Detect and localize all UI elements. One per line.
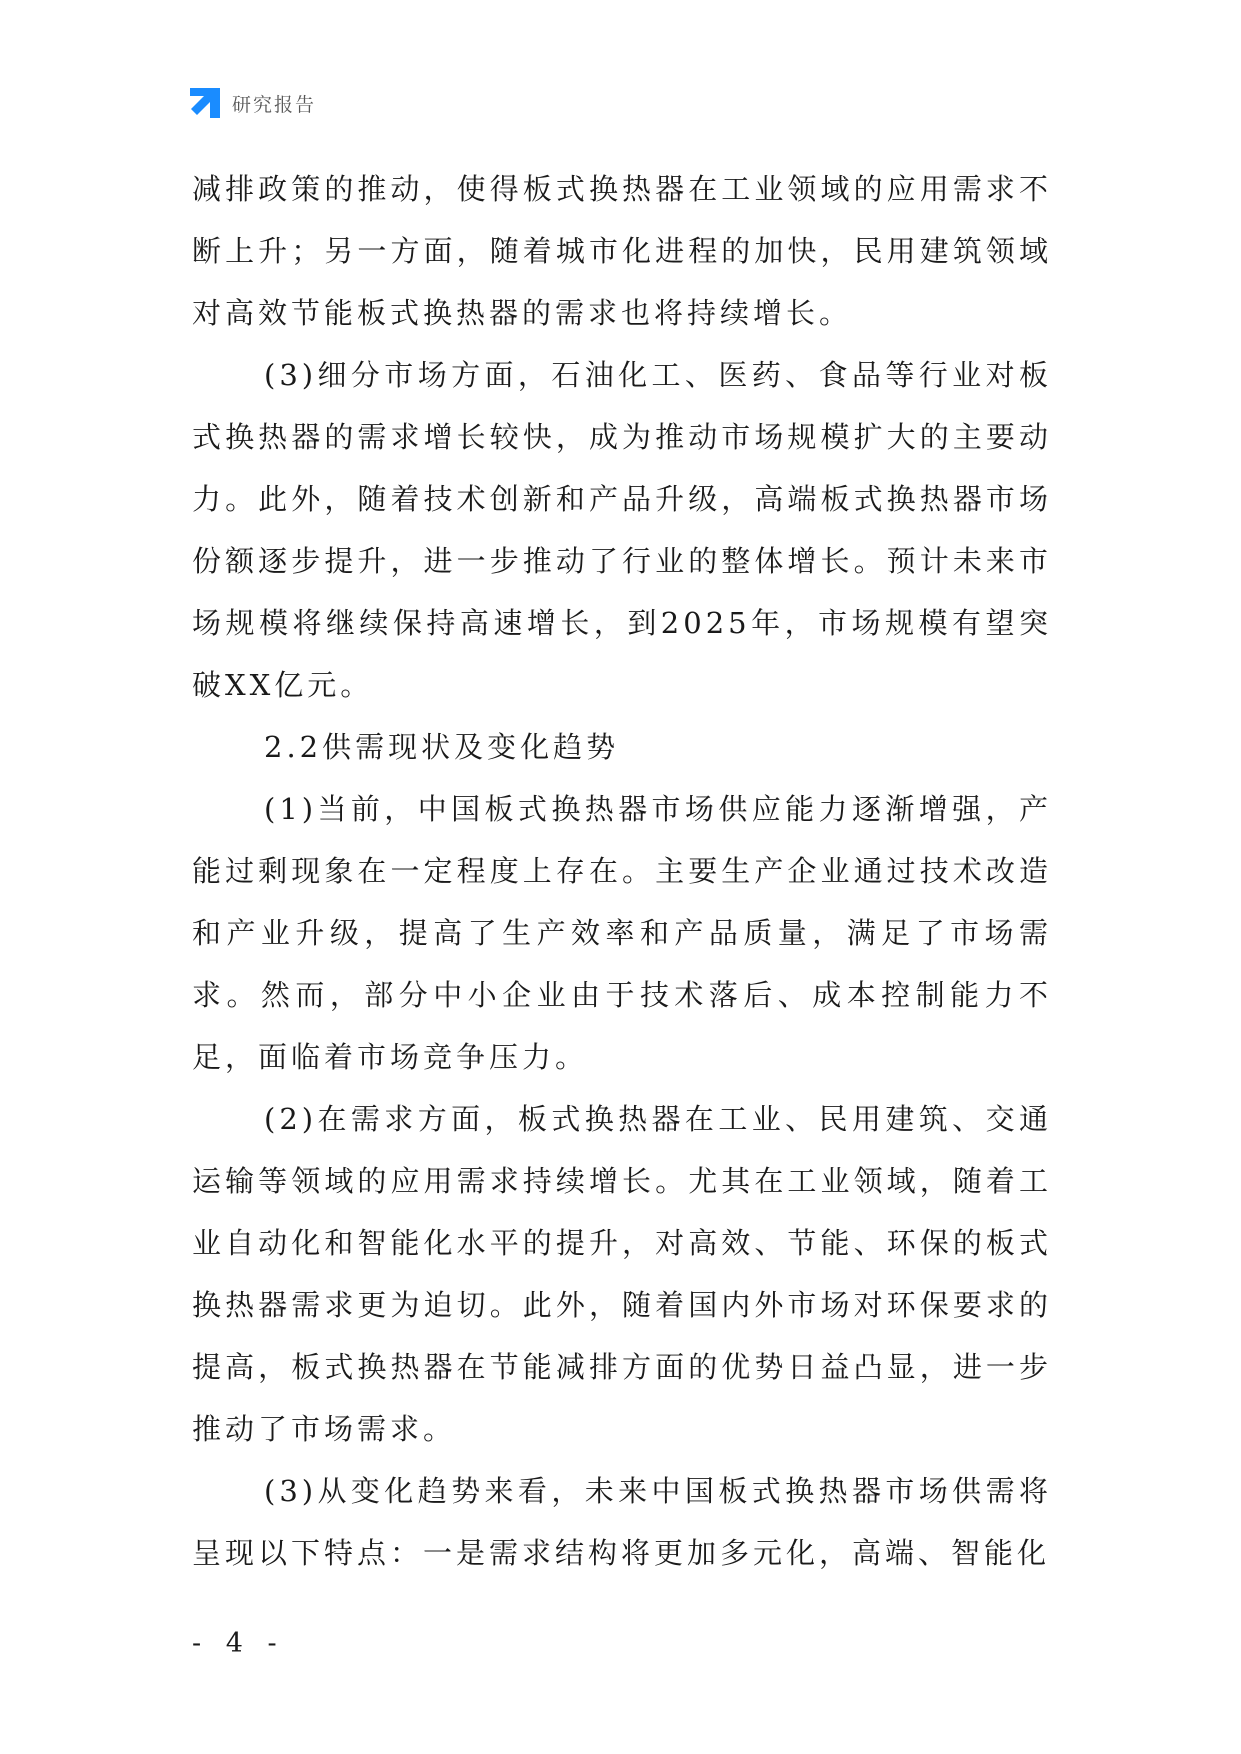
arrow-logo-icon [190,88,220,118]
document-body [192,158,1052,1584]
paragraph-trends: (3)从变化趋势来看，未来中国板式换热器市场供需将呈现以下特点：一是需求结构将更加多元化，高端、智能化 [192,1474,1052,1570]
paragraph-continued: 减排政策的推动，使得板式换热器在工业领域的应用需求不断上升；另一方面，随着城市化进程的加快，民用建筑领域对高效节能板式换热器的需求也将持续增长。 [192,172,1052,330]
paragraph-supply: (1)当前，中国板式换热器市场供应能力逐渐增强，产能过剩现象在一定程度上存在。主要生产企业通过技术改造和产业升级，提高了生产效率和产品质量，满足了市场需求。然而，部分中小企业由于技术落后、成本控制能力不足，面临着市场竞争压力。 [192,792,1052,1074]
page-number: - 4 - [192,1628,285,1659]
header-title: 研究报告 [232,93,317,116]
paragraph-demand: (2)在需求方面，板式换热器在工业、民用建筑、交通运输等领域的应用需求持续增长。尤其在工业领域，随着工业自动化和智能化水平的提升，对高效、节能、环保的板式换热器需求更为迫切。此外，随着国内外市场对环保要求的提高，板式换热器在节能减排方面的优势日益凸显，进一步推动了市场需求。 [192,1102,1052,1446]
page-header [190,88,316,118]
section-heading: 2.2供需现状及变化趋势 [264,730,620,764]
paragraph-market-segments: (3)细分市场方面，石油化工、医药、食品等行业对板式换热器的需求增长较快，成为推动市场规模扩大的主要动力。此外，随着技术创新和产品升级，高端板式换热器市场份额逐步提升，进一步推动了行业的整体增长。预计未来市场规模将继续保持高速增长，到2025年，市场规模有望突破XX亿元。 [192,358,1052,702]
